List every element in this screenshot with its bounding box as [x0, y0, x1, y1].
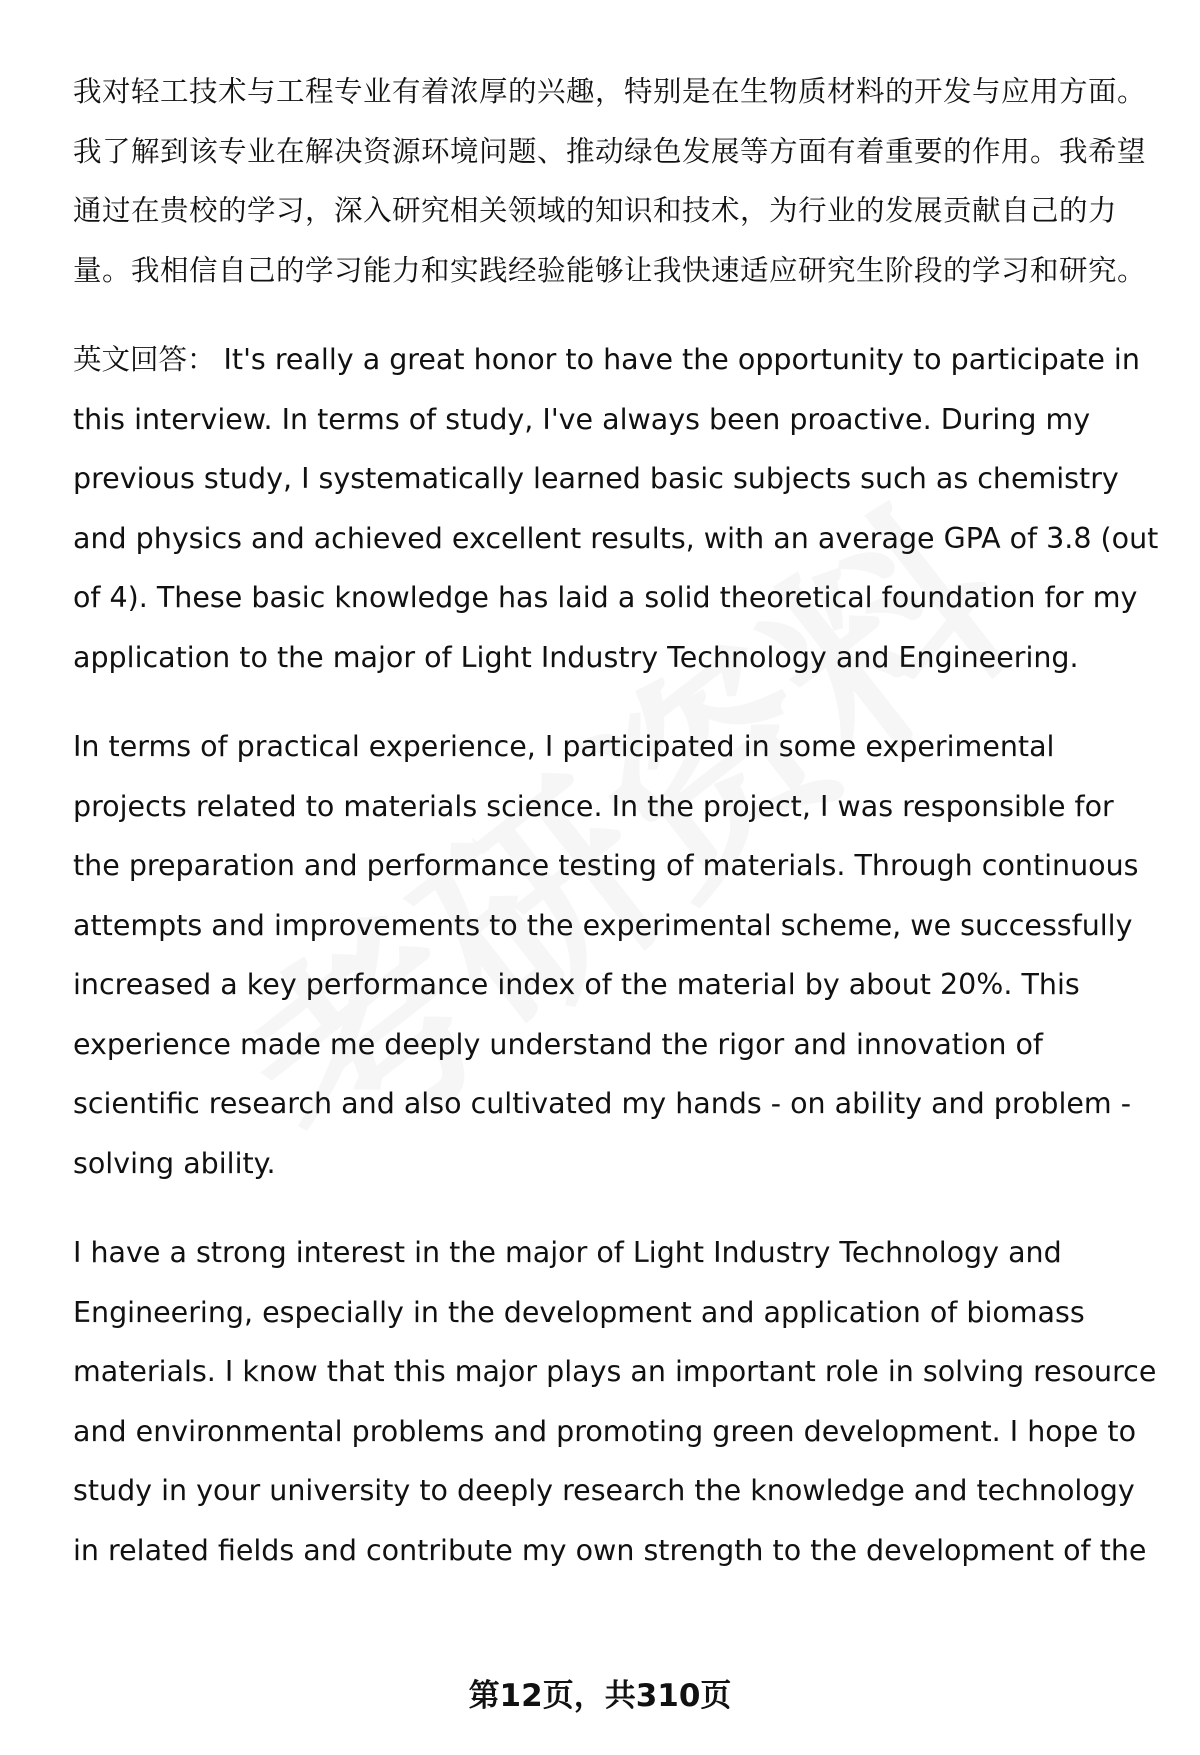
page-number: 第12页，共310页: [468, 1678, 732, 1714]
paragraph-cn-conclusion: 我对轻工技术与工程专业有着浓厚的兴趣，特别是在生物质材料的开发与应用方面。我了解到该专业在解决资源环境问题、推动绿色发展等方面有着重要的作用。我希望通过在贵校的学习，深入研究相关领域的知识和技术，为行业的发展贡献自己的力量。我相信自己的学习能力和实践经验能够让我快速适应研究生阶段的学习和研究。: [73, 75, 1147, 287]
english-intro-text: It's really a great honor to have the opportunity to participate in this interview. In terms of study, I've always been proactive. During my previous study, I systematically learned basic subjects such as chemistry and physics and achieved excellent results, with an average GPA of 3.8 (out of 4). These basic knowledge has laid a solid theoretical foundation for my application to the major of Light Industry Technology and Engineering.: [73, 343, 1159, 674]
document-body: [73, 62, 1163, 1610]
paragraph-english-intro: [73, 330, 1163, 687]
paragraph-interest: I have a strong interest in the major of Light Industry Technology and Engineering, especially in the development and application of biomass materials. I know that this major plays an important role in solving resource and environmental problems and promoting green development. I hope to study in your university to deeply research the knowledge and technology in related fields and contribute my own strength to the development of the: [73, 1236, 1157, 1567]
english-answer-label: 英文回答：: [73, 343, 216, 376]
paragraph-practice: In terms of practical experience, I participated in some experimental projects related to materials science. In the project, I was responsible for the preparation and performance testing of materials. Through continuous attempts and improvements to the experimental scheme, we successfully increased a key performance index of the material by about 20%. This experience made me deeply understand the rigor and innovation of scientific research and also cultivated my hands - on ability and problem - solving ability.: [73, 730, 1139, 1180]
